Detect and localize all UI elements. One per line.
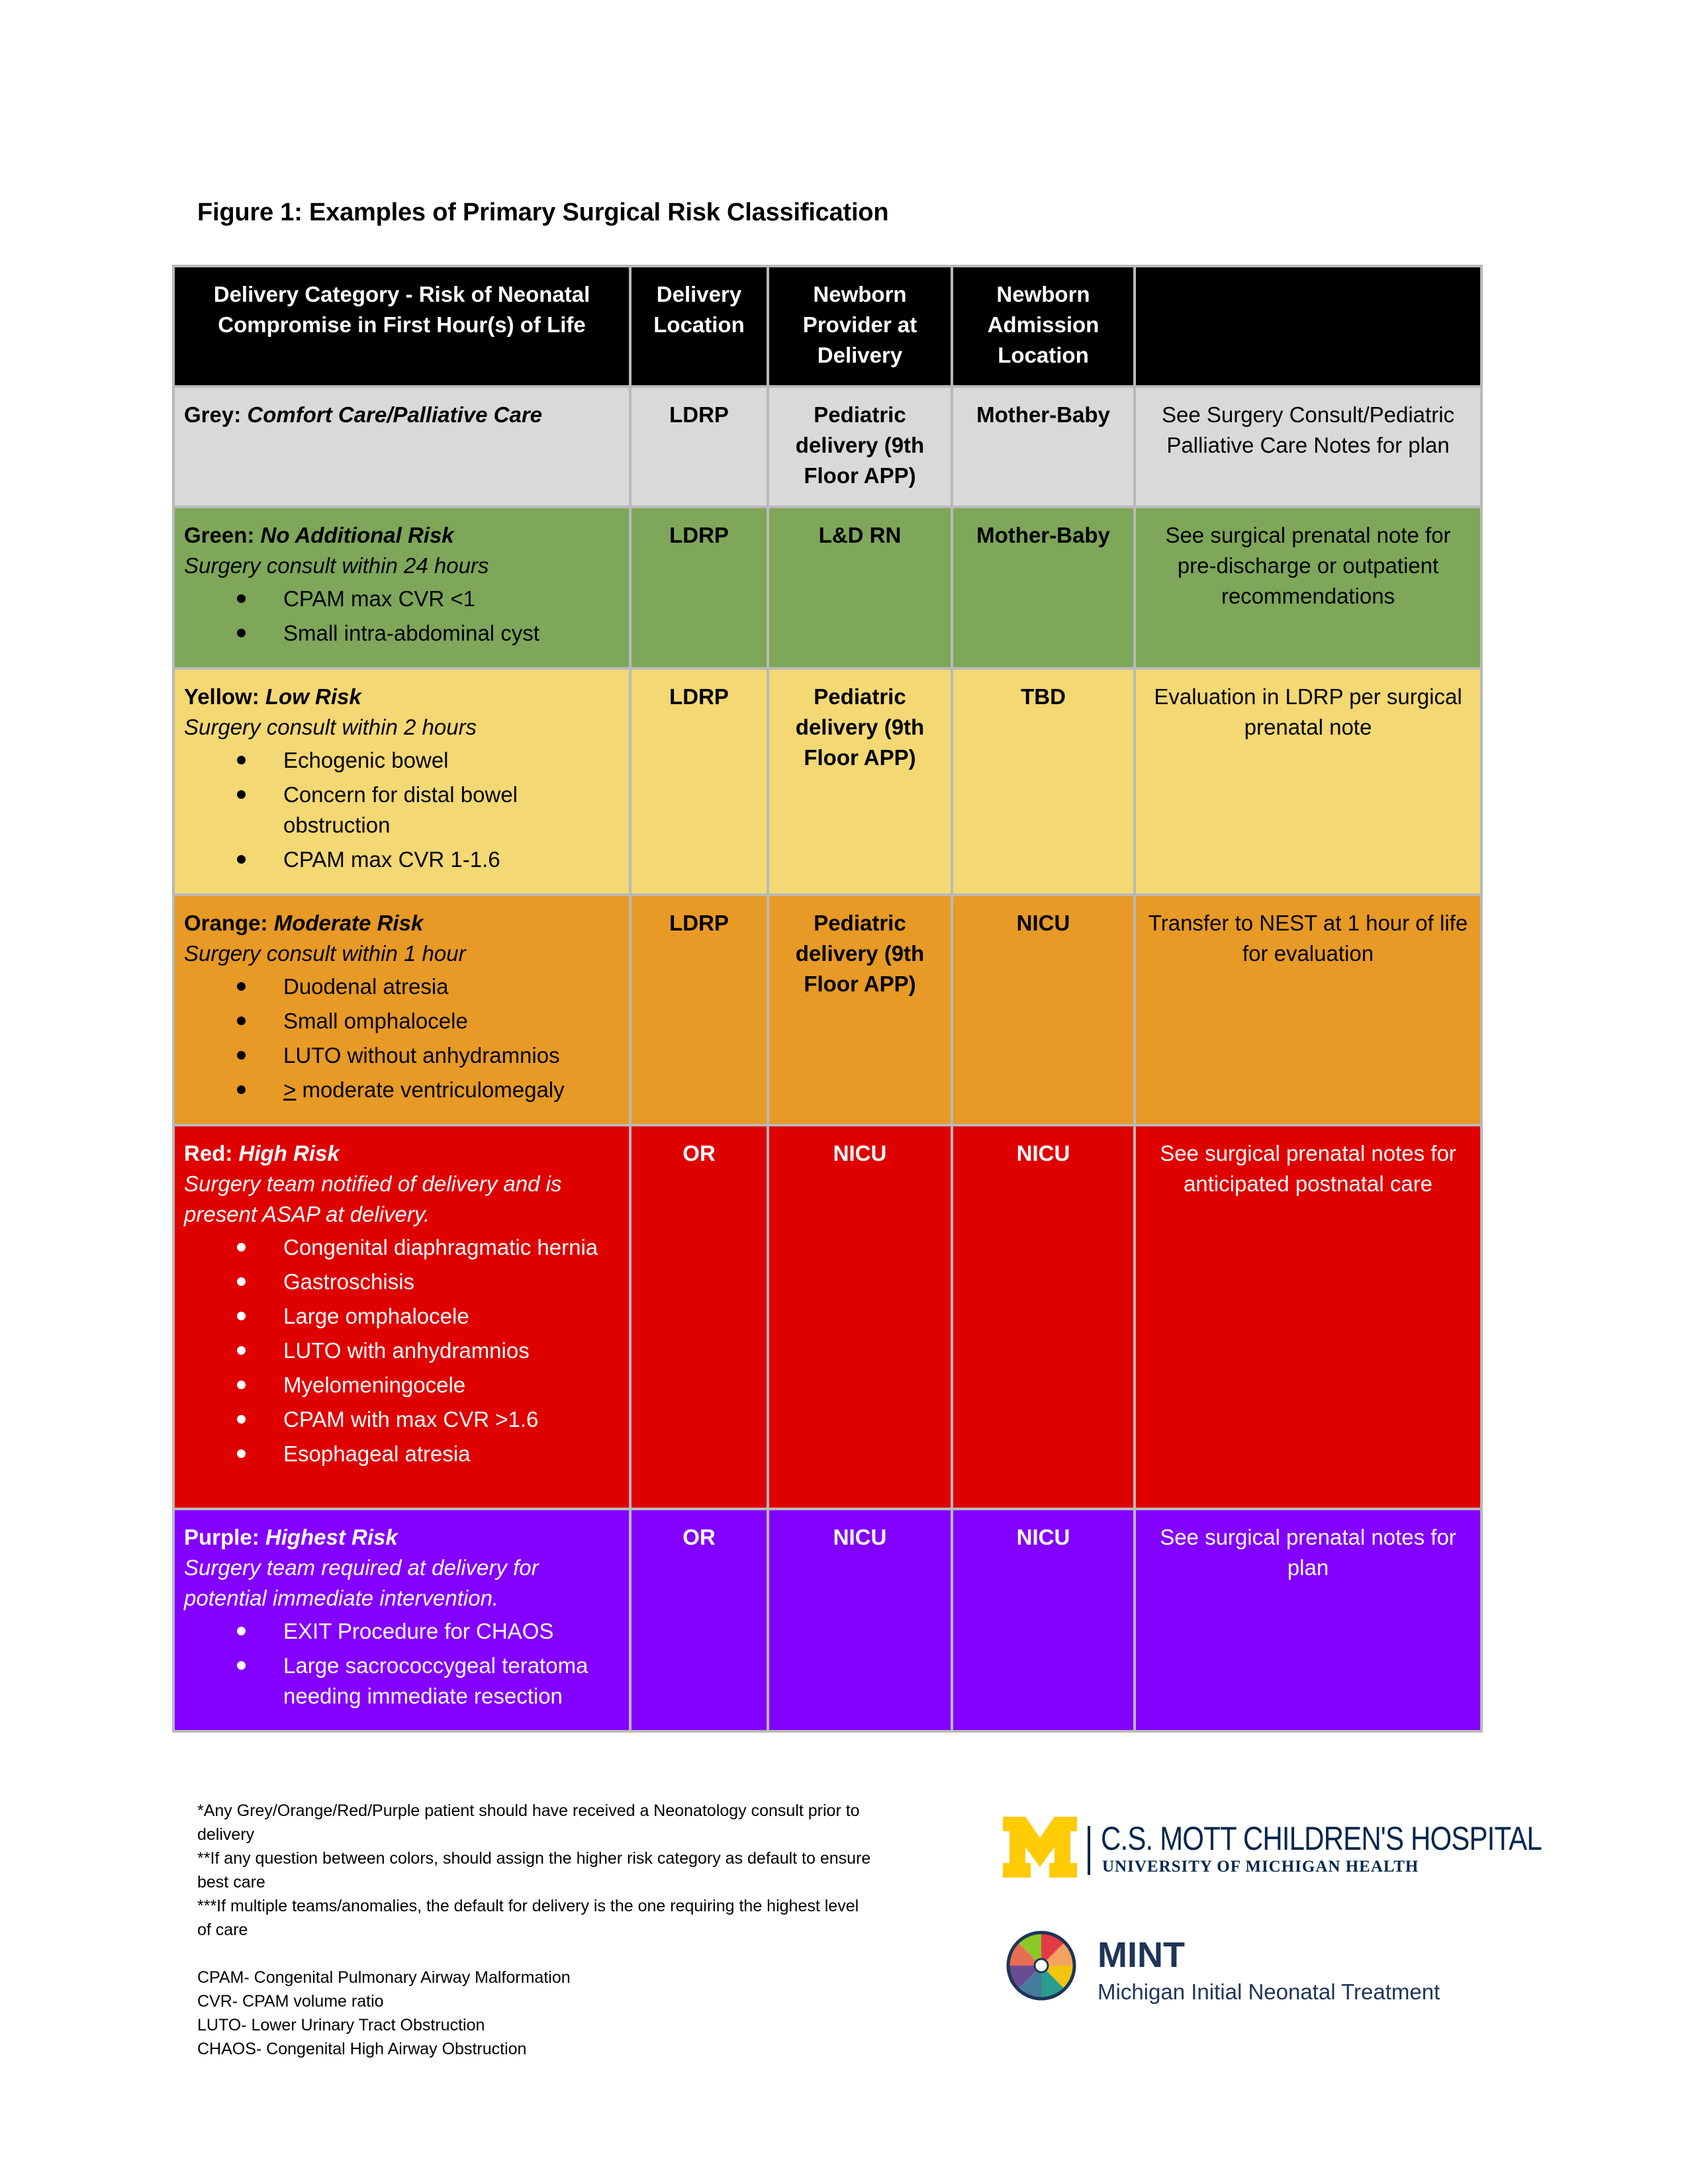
consult-timing: Surgery team notified of delivery and is present ASAP at delivery. bbox=[184, 1171, 562, 1226]
abbreviation: LUTO- Lower Urinary Tract Obstruction bbox=[197, 2016, 485, 2034]
bullet-icon bbox=[237, 1085, 246, 1094]
footnotes bbox=[197, 1799, 872, 2061]
bullet-icon bbox=[237, 1381, 246, 1389]
table-row bbox=[173, 387, 1481, 507]
figure-title: Figure 1: Examples of Primary Surgical Risk Classification bbox=[197, 199, 889, 226]
header-delivery-category: Delivery Category - Risk of Neonatal Compromise in First Hour(s) of Life bbox=[173, 266, 630, 387]
footnote: ***If multiple teams/anomalies, the default for delivery is the one requiring the highest level of care bbox=[197, 1897, 859, 1939]
list-item: Esophageal atresia bbox=[184, 1439, 620, 1469]
newborn-provider-cell: NICU bbox=[768, 1509, 952, 1731]
header-notes bbox=[1135, 266, 1481, 387]
condition-list bbox=[184, 1232, 620, 1469]
table-row bbox=[173, 507, 1481, 668]
pinwheel-icon bbox=[998, 1923, 1084, 2009]
logo-divider bbox=[1088, 1826, 1090, 1875]
category-color-label: Purple: bbox=[184, 1525, 265, 1549]
consult-timing: Surgery consult within 1 hour bbox=[184, 941, 466, 966]
newborn-provider-cell: NICU bbox=[768, 1125, 952, 1509]
admission-location-cell: NICU bbox=[952, 895, 1135, 1125]
block-m-icon bbox=[1003, 1817, 1077, 1878]
list-item: Large sacrococcygeal teratoma needing immediate resection bbox=[184, 1651, 620, 1711]
header-delivery-location: Delivery Location bbox=[630, 266, 768, 387]
table-row bbox=[173, 895, 1481, 1125]
delivery-category-cell bbox=[173, 1509, 630, 1731]
delivery-location-cell: LDRP bbox=[630, 895, 768, 1125]
mint-name: MINT bbox=[1098, 1935, 1185, 1975]
bullet-icon bbox=[237, 756, 246, 764]
bullet-icon bbox=[237, 1346, 246, 1355]
list-item: Duodenal atresia bbox=[184, 972, 620, 1002]
bullet-icon bbox=[237, 855, 246, 864]
bullet-icon bbox=[237, 1661, 246, 1670]
delivery-location-cell: LDRP bbox=[630, 507, 768, 668]
condition-list bbox=[184, 584, 620, 649]
consult-timing: Surgery consult within 24 hours bbox=[184, 553, 489, 578]
plan-note-cell: Evaluation in LDRP per surgical prenatal note bbox=[1135, 668, 1481, 895]
newborn-provider-cell: L&D RN bbox=[768, 507, 952, 668]
list-item: Gastroschisis bbox=[184, 1267, 620, 1297]
list-item: Concern for distal bowel obstruction bbox=[184, 780, 620, 841]
category-color-label: Orange: bbox=[184, 911, 274, 935]
list-item: EXIT Procedure for CHAOS bbox=[184, 1616, 620, 1647]
bullet-icon bbox=[237, 1277, 246, 1286]
list-item: CPAM max CVR 1-1.6 bbox=[184, 844, 620, 875]
table-row bbox=[173, 1125, 1481, 1509]
mott-hospital-logo bbox=[1003, 1817, 1559, 1883]
plan-note-cell: See surgical prenatal note for pre-discharge or outpatient recommendations bbox=[1135, 507, 1481, 668]
category-color-label: Grey: bbox=[184, 402, 248, 427]
bullet-icon bbox=[237, 594, 246, 603]
delivery-location-cell: LDRP bbox=[630, 668, 768, 895]
category-color-label: Yellow: bbox=[184, 684, 265, 709]
mint-subtitle: Michigan Initial Neonatal Treatment bbox=[1098, 1979, 1440, 2004]
category-color-label: Red: bbox=[184, 1141, 239, 1165]
admission-location-cell: Mother-Baby bbox=[952, 507, 1135, 668]
category-risk-name: Comfort Care/Palliative Care bbox=[247, 402, 543, 427]
bullet-icon bbox=[237, 1051, 246, 1060]
newborn-provider-cell: Pediatric delivery (9th Floor APP) bbox=[768, 387, 952, 507]
category-risk-name: High Risk bbox=[238, 1141, 340, 1165]
delivery-location-cell: OR bbox=[630, 1509, 768, 1731]
footnote: *Any Grey/Orange/Red/Purple patient should have received a Neonatology consult prior to delivery bbox=[197, 1801, 860, 1844]
table-row bbox=[173, 668, 1481, 895]
bullet-icon bbox=[237, 1449, 246, 1458]
bullet-icon bbox=[237, 790, 246, 799]
category-risk-name: Highest Risk bbox=[265, 1525, 398, 1549]
list-item: CPAM max CVR <1 bbox=[184, 584, 620, 614]
delivery-category-cell bbox=[173, 895, 630, 1125]
table-row bbox=[173, 1509, 1481, 1731]
condition-list bbox=[184, 745, 620, 875]
newborn-provider-cell: Pediatric delivery (9th Floor APP) bbox=[768, 668, 952, 895]
list-item: CPAM with max CVR >1.6 bbox=[184, 1404, 620, 1435]
abbreviation: CPAM- Congenital Pulmonary Airway Malformation bbox=[197, 1968, 571, 1987]
category-risk-name: Low Risk bbox=[265, 684, 361, 709]
footnote: **If any question between colors, should assign the higher risk category as default to ensure best care bbox=[197, 1849, 871, 1891]
mint-logo bbox=[998, 1923, 1462, 2015]
condition-list bbox=[184, 972, 620, 1105]
admission-location-cell: NICU bbox=[952, 1125, 1135, 1509]
risk-classification-table bbox=[172, 265, 1483, 1733]
delivery-location-cell: OR bbox=[630, 1125, 768, 1509]
category-risk-name: No Additional Risk bbox=[260, 523, 454, 547]
list-item: Small intra-abdominal cyst bbox=[184, 618, 620, 649]
consult-timing: Surgery consult within 2 hours bbox=[184, 715, 477, 739]
delivery-location-cell: LDRP bbox=[630, 387, 768, 507]
header-newborn-provider: Newborn Provider at Delivery bbox=[768, 266, 952, 387]
table-header-row bbox=[173, 266, 1481, 387]
list-item: LUTO with anhydramnios bbox=[184, 1336, 620, 1366]
list-item: > moderate ventriculomegaly bbox=[184, 1075, 620, 1105]
plan-note-cell: Transfer to NEST at 1 hour of life for evaluation bbox=[1135, 895, 1481, 1125]
list-item: LUTO without anhydramnios bbox=[184, 1040, 620, 1071]
delivery-category-cell bbox=[173, 507, 630, 668]
list-item: Echogenic bowel bbox=[184, 745, 620, 776]
list-item: Large omphalocele bbox=[184, 1301, 620, 1332]
list-item: Congenital diaphragmatic hernia bbox=[184, 1232, 620, 1263]
admission-location-cell: TBD bbox=[952, 668, 1135, 895]
bullet-icon bbox=[237, 1627, 246, 1635]
newborn-provider-cell: Pediatric delivery (9th Floor APP) bbox=[768, 895, 952, 1125]
bullet-icon bbox=[237, 1312, 246, 1320]
delivery-category-cell bbox=[173, 1125, 630, 1509]
mott-university-name: UNIVERSITY OF MICHIGAN HEALTH bbox=[1102, 1858, 1419, 1876]
plan-note-cell: See Surgery Consult/Pediatric Palliative Care Notes for plan bbox=[1135, 387, 1481, 507]
abbreviation: CVR- CPAM volume ratio bbox=[197, 1992, 384, 2011]
category-risk-name: Moderate Risk bbox=[273, 911, 424, 935]
admission-location-cell: Mother-Baby bbox=[952, 387, 1135, 507]
list-item: Myelomeningocele bbox=[184, 1370, 620, 1400]
consult-timing: Surgery team required at delivery for potential immediate intervention. bbox=[184, 1555, 539, 1610]
admission-location-cell: NICU bbox=[952, 1509, 1135, 1731]
bullet-icon bbox=[237, 982, 246, 991]
category-color-label: Green: bbox=[184, 523, 261, 547]
delivery-category-cell bbox=[173, 668, 630, 895]
bullet-icon bbox=[237, 1243, 246, 1251]
delivery-category-cell bbox=[173, 387, 630, 507]
plan-note-cell: See surgical prenatal notes for anticipated postnatal care bbox=[1135, 1125, 1481, 1509]
plan-note-cell: See surgical prenatal notes for plan bbox=[1135, 1509, 1481, 1731]
header-admission-location: Newborn Admission Location bbox=[952, 266, 1135, 387]
abbreviation: CHAOS- Congenital High Airway Obstruction bbox=[197, 2040, 527, 2058]
condition-list bbox=[184, 1616, 620, 1711]
bullet-icon bbox=[237, 629, 246, 637]
list-item: Small omphalocele bbox=[184, 1006, 620, 1036]
mott-hospital-name: C.S. MOTT CHILDREN'S HOSPITAL bbox=[1101, 1820, 1542, 1857]
bullet-icon bbox=[237, 1415, 246, 1424]
bullet-icon bbox=[237, 1017, 246, 1025]
